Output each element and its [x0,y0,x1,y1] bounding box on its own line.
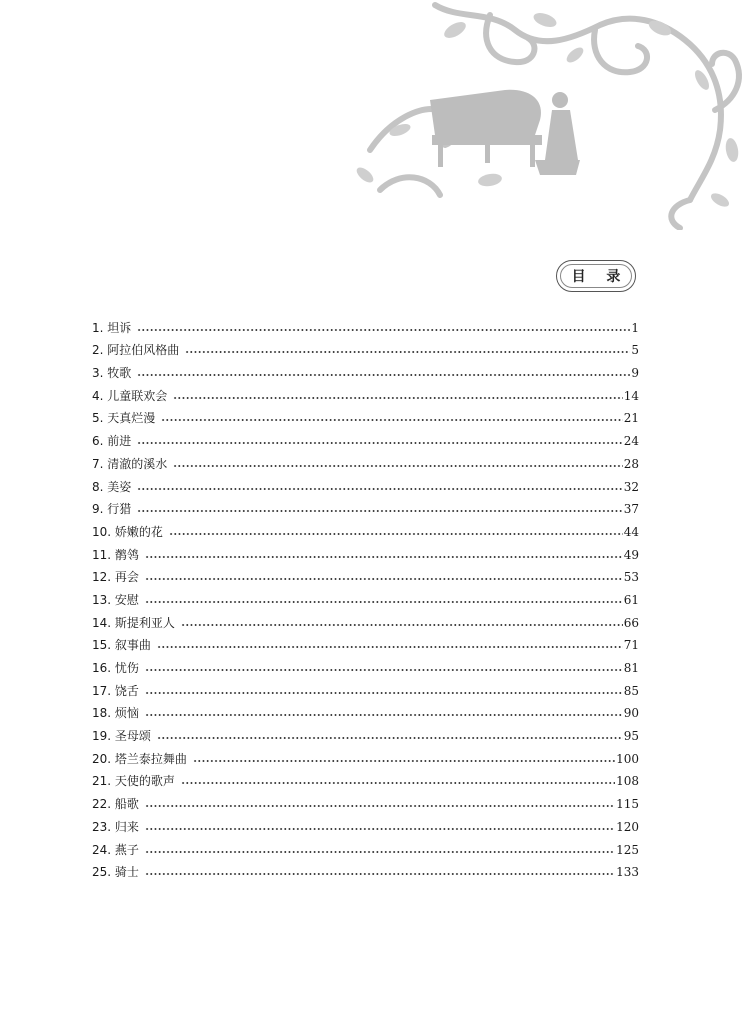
toc-leader-dots [137,373,630,377]
toc-entry[interactable] [92,812,639,835]
toc-entry-page: 81 [623,661,639,675]
toc-entry[interactable] [92,336,639,359]
toc-entry[interactable] [92,313,639,336]
toc-entry[interactable] [92,472,639,495]
toc-entry-title: 10. 娇嫩的花 [92,524,163,539]
toc-entry-title: 14. 斯提利亚人 [92,615,175,630]
toc-entry[interactable] [92,540,639,563]
toc-entry-title: 6. 前进 [92,434,132,449]
toc-entry-page: 28 [623,456,639,471]
toc-title-badge [556,260,636,292]
toc-entry-title: 22. 船歌 [92,797,139,812]
toc-entry[interactable] [92,631,639,654]
toc-entry-page: 133 [616,865,639,880]
toc-entry[interactable] [92,608,639,631]
toc-leader-dots [157,736,623,740]
toc-entry-title: 21. 天使的歌声 [92,774,175,789]
toc-leader-dots [145,555,623,559]
toc-leader-dots [145,850,615,854]
toc-entry-page: 115 [616,797,639,812]
toc-entry[interactable] [92,676,639,699]
toc-entry[interactable] [92,449,639,472]
toc-leader-dots [173,464,622,468]
toc-entry-page: 5 [631,343,639,358]
toc-entry-title: 11. 鹡鸰 [92,547,139,562]
toc-entry[interactable] [92,744,639,767]
toc-entry-title: 9. 行猎 [92,502,132,517]
toc-entry-page: 108 [616,774,639,789]
toc-leader-dots [145,827,615,831]
toc-entry-page: 125 [616,842,639,857]
toc-entry-page: 71 [623,638,639,653]
toc-leader-dots [181,623,623,627]
toc-entry[interactable] [92,721,639,744]
toc-entry[interactable] [92,858,639,881]
toc-entry-page: 49 [623,547,639,562]
toc-entry-title: 12. 再会 [92,570,139,585]
toc-entry-title: 5. 天真烂漫 [92,411,156,426]
toc-entry-title: 17. 饶舌 [92,683,139,698]
toc-leader-dots [137,441,622,445]
toc-leader-dots [145,691,623,695]
toc-leader-dots [185,350,630,354]
toc-entry[interactable] [92,585,639,608]
toc-leader-dots [145,804,615,808]
toc-entry-page: 95 [623,729,639,744]
toc-entry[interactable] [92,653,639,676]
toc-leader-dots [145,668,623,672]
toc-entry-title: 16. 忧伤 [92,661,139,675]
toc-entry[interactable] [92,767,639,790]
toc-entry-page: 53 [623,570,639,585]
toc-entry-title: 13. 安慰 [92,592,139,607]
toc-entry-page: 66 [623,615,639,630]
toc-leader-dots [157,645,623,649]
toc-entry-title: 23. 归来 [92,819,139,834]
toc-leader-dots [137,328,630,332]
toc-entry-title: 3. 牧歌 [92,366,132,381]
toc-leader-dots [173,396,622,400]
toc-entry-page: 90 [623,706,639,721]
toc-entry[interactable] [92,426,639,449]
toc-entry[interactable] [92,563,639,586]
toc-entry-page: 61 [623,592,639,607]
piano-vine-illustration [340,0,750,230]
toc-leader-dots [145,713,623,717]
toc-entry-page: 44 [623,524,639,539]
toc-leader-dots [145,577,623,581]
toc-entry-page: 120 [616,819,639,834]
toc-entry-page: 37 [623,502,639,517]
toc-entry-title: 20. 塔兰泰拉舞曲 [92,751,187,766]
toc-heading: 目 录 [571,269,629,285]
toc-entry-page: 32 [623,479,639,494]
toc-entry-page: 21 [623,411,639,426]
toc-leader-dots [181,781,615,785]
toc-entry[interactable] [92,699,639,722]
toc-entry[interactable] [92,495,639,518]
toc-leader-dots [193,759,615,763]
toc-entry[interactable] [92,381,639,404]
toc-leader-dots [161,418,622,422]
toc-leader-dots [145,872,615,876]
toc-leader-dots [145,600,623,604]
toc-leader-dots [137,509,622,513]
toc-entry-title: 15. 叙事曲 [92,638,151,653]
toc-entry-title: 4. 儿童联欢会 [92,388,168,403]
toc-entry-title: 19. 圣母颂 [92,729,151,744]
toc-entry[interactable] [92,404,639,427]
toc-entry-title: 8. 美姿 [92,479,132,494]
toc-entry[interactable] [92,517,639,540]
toc-entry[interactable] [92,835,639,858]
toc-entry-page: 24 [623,434,639,449]
toc-entry-title: 1. 坦诉 [92,320,132,335]
toc-leader-dots [169,532,623,536]
toc-entry-page: 1 [631,320,639,335]
toc-entry-title: 7. 清澈的溪水 [92,456,168,471]
toc-entry-page: 14 [623,388,639,403]
toc-entry-title: 24. 燕子 [92,842,139,857]
toc-entry-title: 25. 骑士 [92,865,139,880]
toc-entry[interactable] [92,789,639,812]
table-of-contents [92,313,639,880]
toc-entry-title: 2. 阿拉伯风格曲 [92,343,180,358]
toc-leader-dots [137,487,622,491]
toc-entry[interactable] [92,358,639,381]
toc-entry-page: 9 [631,366,639,381]
toc-entry-title: 18. 烦恼 [92,706,139,721]
toc-entry-page: 85 [623,683,639,698]
toc-entry-page: 100 [616,751,639,766]
